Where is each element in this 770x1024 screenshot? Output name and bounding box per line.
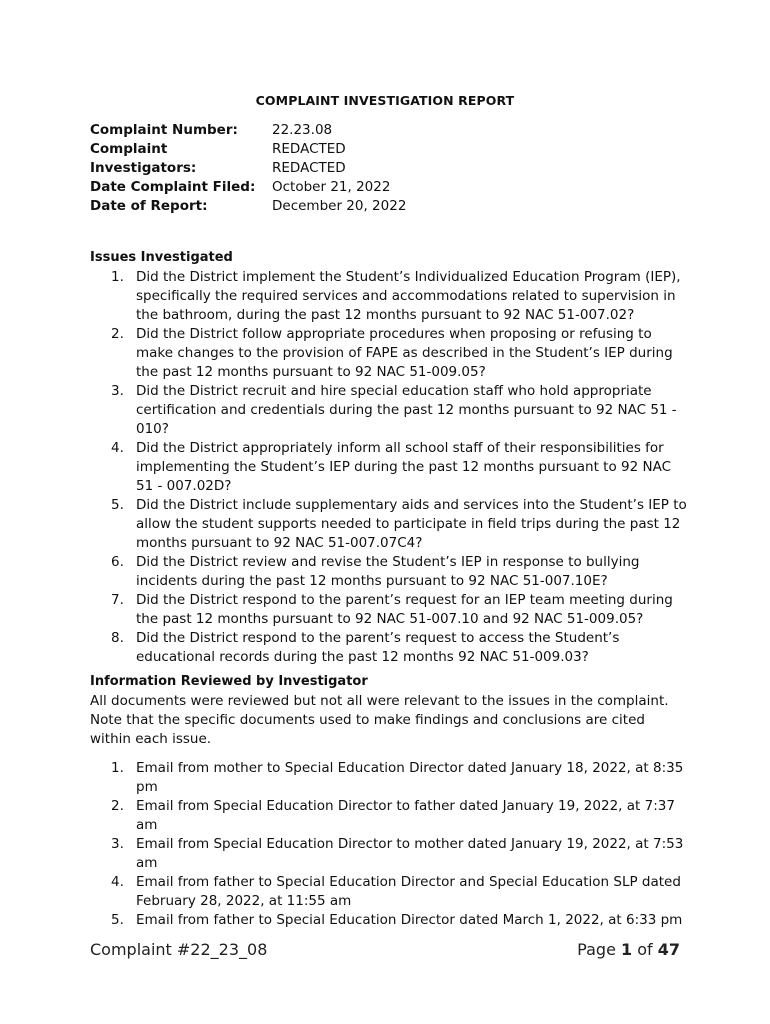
document-number: 2.: [111, 798, 124, 814]
issue-number: 1.: [111, 269, 124, 285]
issue-text: Did the District implement the Student’s Individualized Education Program (IEP), specifically the required services and accommodations related to supervision in the bathroom, during the past 12 months pursuant to 92 NAC 51-007.02?: [136, 269, 681, 323]
page-total: 47: [657, 940, 680, 959]
issue-text: Did the District follow appropriate procedures when proposing or refusing to make changes to the provision of FAPE as described in the Student’s IEP during the past 12 months pursuant to 92 NAC 51-009.05?: [136, 326, 673, 380]
issue-text: Did the District review and revise the Student’s IEP in response to bullying incidents during the past 12 months pursuant to 92 NAC 51-007.10E?: [136, 554, 640, 589]
page-prefix: Page: [577, 940, 621, 959]
document-text: Email from father to Special Education Director and Special Education SLP dated February 28, 2022, at 11:55 am: [136, 874, 681, 909]
document-item: [90, 873, 690, 911]
issue-item: [90, 591, 690, 629]
issue-text: Did the District respond to the parent’s request for an IEP team meeting during the past 12 months pursuant to 92 NAC 51-007.10 and 92 NAC 51-009.05?: [136, 592, 673, 627]
investigators-row-2: [90, 159, 406, 178]
info-paragraph: All documents were reviewed but not all were relevant to the issues in the complaint. Note that the specific documents used to make findings and conclusions are cited within each issue.: [90, 693, 669, 747]
document-text: Email from father to Special Education Director dated March 1, 2022, at 6:33 pm: [136, 912, 683, 928]
complaint-number-row: [90, 121, 406, 140]
investigators-label: Complaint Investigators:: [90, 141, 197, 176]
issue-number: 2.: [111, 326, 124, 342]
footer-complaint-id: Complaint #22_23_08: [90, 940, 268, 959]
investigators-row: [90, 140, 406, 176]
document-text: Email from mother to Special Education Director dated January 18, 2022, at 8:35 pm: [136, 760, 684, 795]
issue-text: Did the District recruit and hire special education staff who hold appropriate certification and credentials during the past 12 months pursuant to 92 NAC 51 - 010?: [136, 383, 677, 437]
date-filed-value: October 21, 2022: [272, 179, 391, 195]
document-number: 4.: [111, 874, 124, 890]
document-item: [90, 797, 690, 835]
issue-item: [90, 629, 690, 667]
complaint-number-label: Complaint Number:: [90, 122, 238, 138]
page-current: 1: [621, 940, 633, 959]
issue-text: Did the District respond to the parent’s request to access the Student’s educational records during the past 12 months 92 NAC 51-009.03?: [136, 630, 620, 665]
investigator-2-value: REDACTED: [272, 160, 346, 176]
page-title: COMPLAINT INVESTIGATION REPORT: [255, 93, 515, 108]
date-report-row: [90, 197, 406, 216]
issue-item: [90, 553, 690, 591]
date-report-value: December 20, 2022: [272, 198, 407, 214]
date-filed-label: Date Complaint Filed:: [90, 179, 256, 195]
issue-item: [90, 382, 690, 439]
complaint-number-value: 22.23.08: [272, 122, 333, 138]
issue-number: 3.: [111, 383, 124, 399]
document-number: 3.: [111, 836, 124, 852]
issues-list: [90, 268, 690, 667]
issue-item: [90, 268, 690, 325]
issue-text: Did the District appropriately inform all school staff of their responsibilities for implementing the Student’s IEP during the past 12 months pursuant to 92 NAC 51 - 007.02D?: [136, 440, 672, 494]
document-number: 1.: [111, 760, 124, 776]
page-mid: of: [632, 940, 658, 959]
document-number: 5.: [111, 912, 124, 928]
issue-number: 7.: [111, 592, 124, 608]
issue-number: 6.: [111, 554, 124, 570]
footer-page-number: [577, 940, 680, 959]
documents-list: [90, 759, 690, 930]
report-metadata: [90, 121, 406, 216]
document-item: [90, 759, 690, 797]
issue-text: Did the District include supplementary aids and services into the Student’s IEP to allow the student supports needed to participate in field trips during the past 12 months pursuant to 92 NAC 51-007.07C4?: [136, 497, 687, 551]
document-item: [90, 911, 690, 930]
date-filed-row: [90, 178, 406, 197]
date-report-label: Date of Report:: [90, 198, 208, 214]
issue-item: [90, 325, 690, 382]
issue-number: 4.: [111, 440, 124, 456]
document-item: [90, 835, 690, 873]
investigator-1-value: REDACTED: [272, 141, 346, 157]
issue-item: [90, 496, 690, 553]
document-text: Email from Special Education Director to mother dated January 19, 2022, at 7:53 am: [136, 836, 684, 871]
issue-item: [90, 439, 690, 496]
info-heading: Information Reviewed by Investigator: [90, 674, 368, 689]
document-text: Email from Special Education Director to father dated January 19, 2022, at 7:37 am: [136, 798, 675, 833]
issue-number: 5.: [111, 497, 124, 513]
issues-heading: Issues Investigated: [90, 250, 233, 265]
issue-number: 8.: [111, 630, 124, 646]
